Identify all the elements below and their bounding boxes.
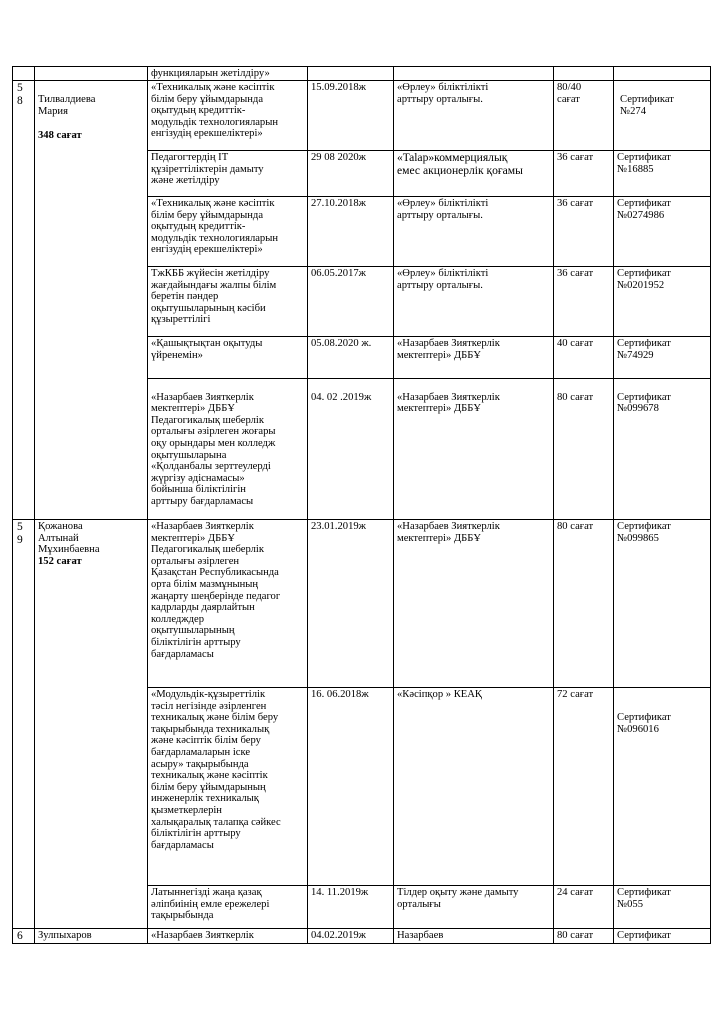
certificate-cell: Сертификат №74929 xyxy=(614,337,711,379)
certificate-cell: Сертификат №099678 xyxy=(614,379,711,520)
teacher-name: Қожанова Алтынай Мұхинбаевна xyxy=(38,521,100,556)
course-date-cell: 29 08 2020ж xyxy=(308,151,394,197)
course-date-cell: 04. 02 .2019ж xyxy=(308,379,394,520)
certificate-cell: Сертификат №0201952 xyxy=(614,267,711,337)
hours-cell: 80 сағат xyxy=(554,929,614,944)
organizer-cell: «Talap»коммерциялық емес акционерлік қоғамы xyxy=(394,151,554,197)
course-topic-cell: «Назарбаев Зияткерлік мектептері» ДББҰ Педагогикалық шеберлік орталығы әзірлеген жоғары оқу орындары мен колледж оқытушыларына «Қолданбалы зерттеулерді жүргізу әдіснамасы» бойынша біліктілігін арттыру бағдарламасы xyxy=(148,379,308,520)
organizer-cell: «Кәсіпқор » КЕАҚ xyxy=(394,688,554,886)
course-date-cell xyxy=(308,67,394,81)
hours-cell: 40 сағат xyxy=(554,337,614,379)
course-date-cell: 15.09.2018ж xyxy=(308,81,394,151)
course-topic-cell: Латыннегізді жаңа қазақ әліпбиінің емле ережелері тақырыбында xyxy=(148,886,308,929)
course-date-cell: 27.10.2018ж xyxy=(308,197,394,267)
course-topic-cell: «Техникалық және кәсіптік білім беру ұйымдарында оқытудың кредиттік- модульдік технологияларын енгізудің ерекшеліктері» xyxy=(148,81,308,151)
teacher-total-hours: 152 сағат xyxy=(38,555,82,567)
course-date-cell: 23.01.2019ж xyxy=(308,520,394,688)
course-topic-cell: ТжКББ жүйесін жетілдіру жағдайындағы жалпы білім беретін пәндер оқытушыларының кәсіби құзыреттілігі xyxy=(148,267,308,337)
course-date-cell: 05.08.2020 ж. xyxy=(308,337,394,379)
organizer-cell: Назарбаев xyxy=(394,929,554,944)
organizer-cell: «Назарбаев Зияткерлік мектептері» ДББҰ xyxy=(394,379,554,520)
organizer-cell: «Назарбаев Зияткерлік мектептері» ДББҰ xyxy=(394,337,554,379)
organizer-cell: «Назарбаев Зияткерлік мектептері» ДББҰ xyxy=(394,520,554,688)
course-date-cell: 06.05.2017ж xyxy=(308,267,394,337)
row-number-cell: 5 8 xyxy=(13,81,35,520)
certificate-cell: Сертификат №0274986 xyxy=(614,197,711,267)
course-topic-cell: Педагогтердің IT құзіреттіліктерін дамыту және жетілдіру xyxy=(148,151,308,197)
course-date-cell: 16. 06.2018ж xyxy=(308,688,394,886)
course-date-cell: 04.02.2019ж xyxy=(308,929,394,944)
table-row xyxy=(13,81,711,151)
course-topic-cell: «Назарбаев Зияткерлік xyxy=(148,929,308,944)
hours-cell: 24 сағат xyxy=(554,886,614,929)
hours-cell: 36 сағат xyxy=(554,151,614,197)
teacher-name-cell xyxy=(35,67,148,81)
hours-cell: 36 сағат xyxy=(554,197,614,267)
course-topic-cell: «Техникалық және кәсіптік білім беру ұйымдарында оқытудың кредиттік- модульдік технологияларын енгізудің ерекшеліктері» xyxy=(148,197,308,267)
teacher-name: Зулпыхаров xyxy=(38,930,92,941)
certificate-cell: Сертификат №096016 xyxy=(614,688,711,886)
teacher-name-cell xyxy=(35,520,148,929)
row-number-cell: 5 9 xyxy=(13,520,35,929)
hours-cell: 72 сағат xyxy=(554,688,614,886)
hours-cell: 80/40 сағат xyxy=(554,81,614,151)
teacher-total-hours: 348 сағат xyxy=(38,130,82,142)
hours-cell: 80 сағат xyxy=(554,520,614,688)
hours-cell: 36 сағат xyxy=(554,267,614,337)
certificate-cell: Сертификат №055 xyxy=(614,886,711,929)
course-date-cell: 14. 11.2019ж xyxy=(308,886,394,929)
course-topic-cell: «Модульдік-құзыреттілік тәсіл негізінде әзірленген техникалық және білім беру тақырыбында техникалық және кәсіптік білім беру бағдарламаларын іске асыру» тақырыбында техникалық және кәсіптік білім беру ұйымдарының инженерлік техникалық қызметкерлерін халықаралық талапқа сәйкес біліктілігін арттыру бағдарламасы xyxy=(148,688,308,886)
table-row xyxy=(13,67,711,81)
organizer-cell: «Өрлеу» біліктілікті арттыру орталығы. xyxy=(394,81,554,151)
organizer-cell: Тілдер оқыту және дамыту орталығы xyxy=(394,886,554,929)
organizer-cell: «Өрлеу» біліктілікті арттыру орталығы. xyxy=(394,197,554,267)
teacher-name-cell xyxy=(35,81,148,520)
course-topic-cell: «Қашықтықтан оқытуды үйренемін» xyxy=(148,337,308,379)
course-topic-cell: «Назарбаев Зияткерлік мектептері» ДББҰ Педагогикалық шеберлік орталығы әзірлеген Қазақстан Республикасында орта білім мазмұнының жаңарту шеңберінде педагог кадрларды даярлайтын колледждер оқытушыларының біліктілігін арттыру бағдарламасы xyxy=(148,520,308,688)
row-number-cell: 6 xyxy=(13,929,35,944)
hours-cell: 80 сағат xyxy=(554,379,614,520)
certificate-cell xyxy=(614,67,711,81)
certificate-cell: Сертификат №16885 xyxy=(614,151,711,197)
table-row xyxy=(13,929,711,944)
table-row xyxy=(13,520,711,688)
document-page xyxy=(12,66,712,944)
qualification-table xyxy=(12,66,711,944)
certificate-cell: Сертификат xyxy=(614,929,711,944)
certificate-cell: Сертификат №099865 xyxy=(614,520,711,688)
certificate-cell: Сертификат №274 xyxy=(614,81,711,151)
teacher-name: Тилвалдиева Мария xyxy=(38,94,96,117)
organizer-cell: «Өрлеу» біліктілікті арттыру орталығы. xyxy=(394,267,554,337)
row-number-cell xyxy=(13,67,35,81)
hours-cell xyxy=(554,67,614,81)
organizer-cell xyxy=(394,67,554,81)
teacher-name-cell xyxy=(35,929,148,944)
course-topic-cell: функцияларын жетілдіру» xyxy=(148,67,308,81)
